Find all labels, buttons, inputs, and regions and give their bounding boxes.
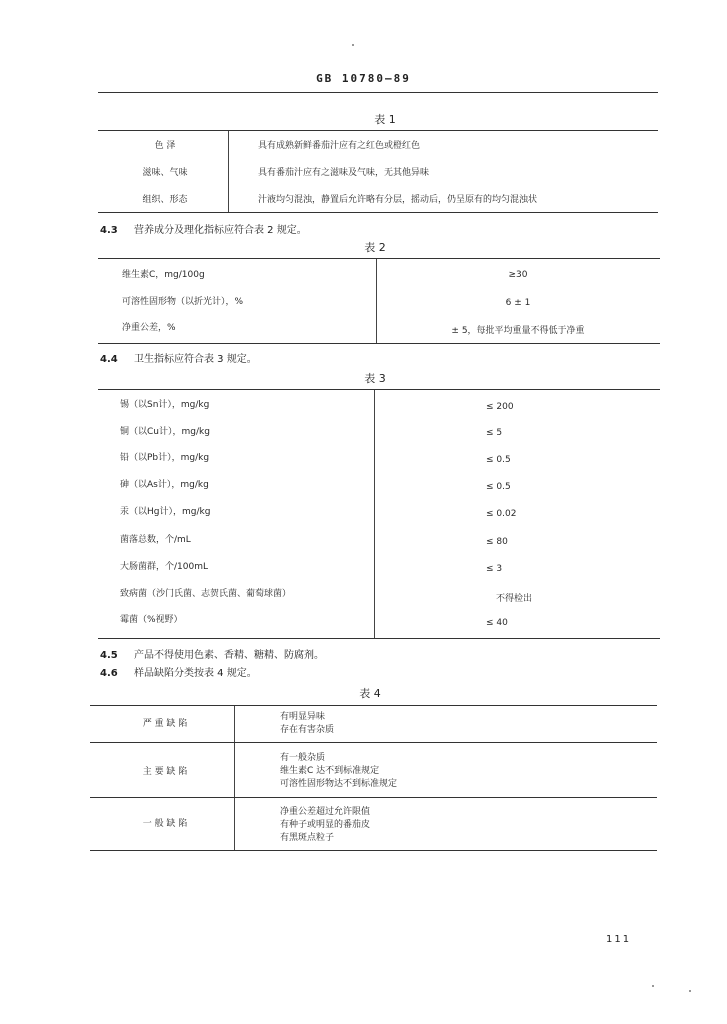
table3-column-divider [374, 390, 375, 638]
table3-row-value: ≤ 40 [486, 618, 508, 628]
table3-row-label: 大肠菌群，个/100mL [120, 562, 208, 572]
scan-speck [652, 985, 654, 987]
table3-row-value: ≤ 3 [486, 564, 503, 574]
table2-row-label: 净重公差，% [122, 323, 176, 333]
table3-row-label: 铜（以Cu计），mg/kg [120, 427, 210, 437]
section-number: 4.5 [100, 650, 118, 661]
table3-row-value: ≤ 80 [486, 537, 508, 547]
table3-top-rule [98, 389, 660, 390]
table4-row-items [280, 711, 334, 737]
header-rule [98, 92, 658, 93]
table3-row-label: 铅（以Pb计），mg/kg [120, 453, 210, 463]
scan-speck [689, 990, 691, 992]
section-number: 4.6 [100, 668, 118, 679]
section-4-3 [100, 221, 307, 236]
table3-row-value: ≤ 0.02 [486, 509, 517, 519]
table1-bottom-rule [98, 212, 658, 213]
list-item: 有种子或明显的番茄皮 [280, 820, 371, 830]
table1-row-label: 组织、形态 [142, 195, 188, 205]
list-item: 可溶性固形物达不到标准规定 [280, 779, 398, 789]
table2-row-label: 维生素C，mg/100g [122, 270, 205, 280]
table3-row-label: 砷（以As计），mg/kg [120, 480, 209, 490]
section-4-4 [100, 350, 257, 365]
list-item: 有黑斑点粒子 [280, 833, 335, 843]
section-text: 产品不得使用色素、香精、糖精、防腐剂。 [134, 650, 324, 661]
list-item: 有一般杂质 [280, 753, 326, 763]
table3-bottom-rule [98, 638, 660, 639]
list-item: 存在有害杂质 [280, 725, 335, 735]
table1-row-label: 滋味、气味 [142, 168, 188, 178]
section-text: 样品缺陷分类按表 4 规定。 [134, 668, 257, 679]
table4-row-divider [90, 742, 657, 743]
table1-caption: 表 1 [374, 113, 396, 126]
table4-row-items [280, 806, 370, 845]
table3-row-label: 菌落总数，个/mL [120, 535, 191, 545]
table2-row-value: ± 5，每批平均重量不得低于净重 [451, 326, 585, 336]
table2-row-label: 可溶性固形物（以折光计），% [122, 297, 244, 307]
table1-row-value: 具有番茄汁应有之滋味及气味，无其他异味 [258, 168, 430, 178]
table4-row-divider [90, 797, 657, 798]
section-number: 4.4 [100, 354, 118, 365]
table1-top-rule [98, 130, 658, 131]
table4-column-divider [234, 706, 235, 850]
table3-row-label: 霉菌（%视野） [120, 615, 183, 625]
list-item: 有明显异味 [280, 712, 326, 722]
section-text: 卫生指标应符合表 3 规定。 [134, 354, 257, 365]
table2-top-rule [98, 258, 660, 259]
table2-caption: 表 2 [364, 241, 386, 254]
section-4-6 [100, 664, 257, 679]
table2-row-value: ≥30 [508, 270, 528, 280]
table4-row-label: 一 般 缺 陷 [142, 819, 188, 829]
table4-row-items [280, 752, 397, 791]
table1-row-value: 具有成熟新鲜番茄汁应有之红色或橙红色 [258, 141, 421, 151]
table3-row-value: ≤ 200 [486, 402, 514, 412]
table3-row-value: ≤ 5 [486, 428, 503, 438]
scan-speck [352, 44, 354, 46]
table3-row-value: ≤ 0.5 [486, 455, 511, 465]
section-text: 营养成分及理化指标应符合表 2 规定。 [134, 225, 307, 236]
table3-row-label: 锡（以Sn计），mg/kg [120, 400, 210, 410]
table4-row-label: 严 重 缺 陷 [142, 719, 188, 729]
table2-column-divider [376, 259, 377, 343]
table3-row-value: ≤ 0.5 [486, 482, 511, 492]
section-4-5 [100, 646, 324, 661]
section-number: 4.3 [100, 225, 118, 236]
list-item: 净重公差超过允许限值 [280, 807, 371, 817]
table4-caption: 表 4 [359, 687, 381, 700]
table1-row-value: 汁液均匀混浊，静置后允许略有分层，摇动后，仍呈原有的均匀混浊状 [258, 195, 538, 205]
page-number: 111 [606, 934, 632, 945]
list-item: 维生素C 达不到标准规定 [280, 766, 380, 776]
table4-top-rule [90, 705, 657, 706]
table4-bottom-rule [90, 850, 657, 851]
standard-code-header: GB 10780—89 [316, 72, 411, 85]
table1-column-divider [228, 131, 229, 212]
table4-row-label: 主 要 缺 陷 [142, 767, 188, 777]
table3-row-value: 不得检出 [496, 594, 533, 604]
table3-row-label: 汞（以Hg计），mg/kg [120, 507, 211, 517]
table3-row-label: 致病菌（沙门氏菌、志贺氏菌、葡萄球菌） [120, 589, 292, 599]
table2-bottom-rule [98, 343, 660, 344]
table2-row-value: 6 ± 1 [505, 298, 531, 308]
table3-caption: 表 3 [364, 372, 386, 385]
table1-row-label: 色 泽 [154, 141, 176, 151]
